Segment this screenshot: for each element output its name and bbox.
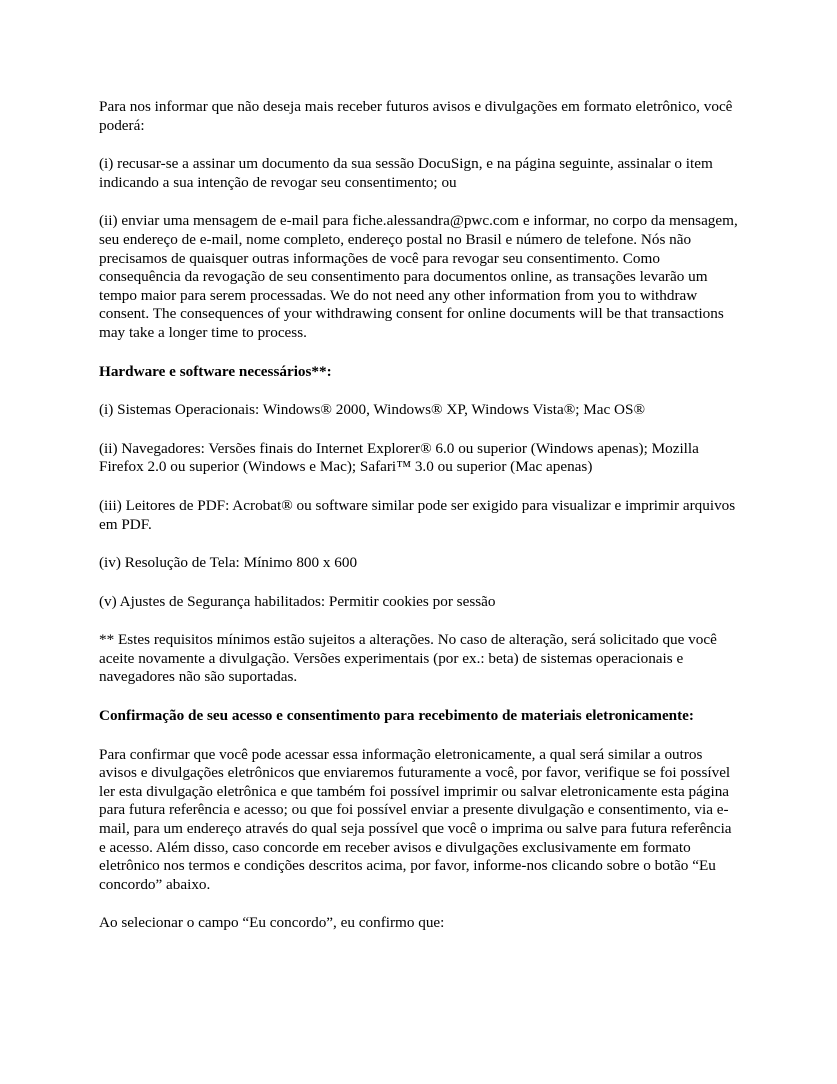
paragraph-withdraw-option-i: (i) recusar-se a assinar um documento da sua sessão DocuSign, e na página seguinte, assinalar o item indicando a sua intenção de revogar seu consentimento; ou: [99, 155, 713, 191]
requirement-screen-resolution: (iv) Resolução de Tela: Mínimo 800 x 600: [99, 554, 358, 572]
requirement-security-settings: (v) Ajustes de Segurança habilitados: Permitir cookies por sessão: [99, 592, 496, 610]
paragraph-withdraw-option-ii: (ii) enviar uma mensagem de e-mail para fiche.alessandra@pwc.com e informar, no corpo da mensagem, seu endereço de e-mail, nome completo, endereço postal no Brasil e número de telefone. Nós não precisamos de quaisquer outras informações de você para revogar seu consentimento. Como consequência da revogação de seu consentimento para documentos online, as transações levarão um tempo maior para serem processadas. We do not need any other information from you to withdraw consent. The consequences of your withdrawing consent for online documents will be that transactions may take a longer time to process.: [99, 212, 738, 341]
requirement-operating-systems: (i) Sistemas Operacionais: Windows® 2000, Windows® XP, Windows Vista®; Mac OS®: [99, 401, 645, 419]
heading-hardware-software: Hardware e software necessários**:: [99, 362, 332, 380]
requirement-pdf-readers: (iii) Leitores de PDF: Acrobat® ou software similar pode ser exigido para visualizar e imprimir arquivos em PDF.: [99, 496, 736, 533]
requirement-browsers: (ii) Navegadores: Versões finais do Internet Explorer® 6.0 ou superior (Windows apenas); Mozilla Firefox 2.0 ou superior (Windows e Mac); Safari™ 3.0 ou superior (Mac apenas): [99, 439, 699, 476]
paragraph-agree-intro: Ao selecionar o campo “Eu concordo”, eu confirmo que:: [99, 914, 445, 932]
paragraph-confirmation-body: Para confirmar que você pode acessar essa informação eletronicamente, a qual será similar a outros avisos e divulgações eletrônicos que enviaremos futuramente a você, por favor, verifique se foi possível ler esta divulgação eletrônica e que também foi possível imprimir ou salvar eletronicamente esta página para futura referência e acesso; ou que foi possível enviar a presente divulgação e consentimento, via e-mail, para um endereço através do qual seja possível que você o imprima ou salve para futura referência e acesso. Além disso, caso concorde em receber avisos e divulgações exclusivamente em formato eletrônico nos termos e condições descritos acima, por favor, informe-nos clicando sobre o botão “Eu concordo” abaixo.: [99, 745, 732, 893]
paragraph-withdraw-intro: Para nos informar que não deseja mais receber futuros avisos e divulgações em formato eletrônico, você poderá:: [99, 98, 733, 134]
heading-confirmation: Confirmação de seu acesso e consentimento para recebimento de materiais eletronicamente:: [99, 707, 694, 725]
requirements-note: ** Estes requisitos mínimos estão sujeitos a alterações. No caso de alteração, será solicitado que você aceite novamente a divulgação. Versões experimentais (por ex.: beta) de sistemas operacionais e navegadores não são suportadas.: [99, 631, 717, 686]
document-page: [99, 98, 739, 953]
